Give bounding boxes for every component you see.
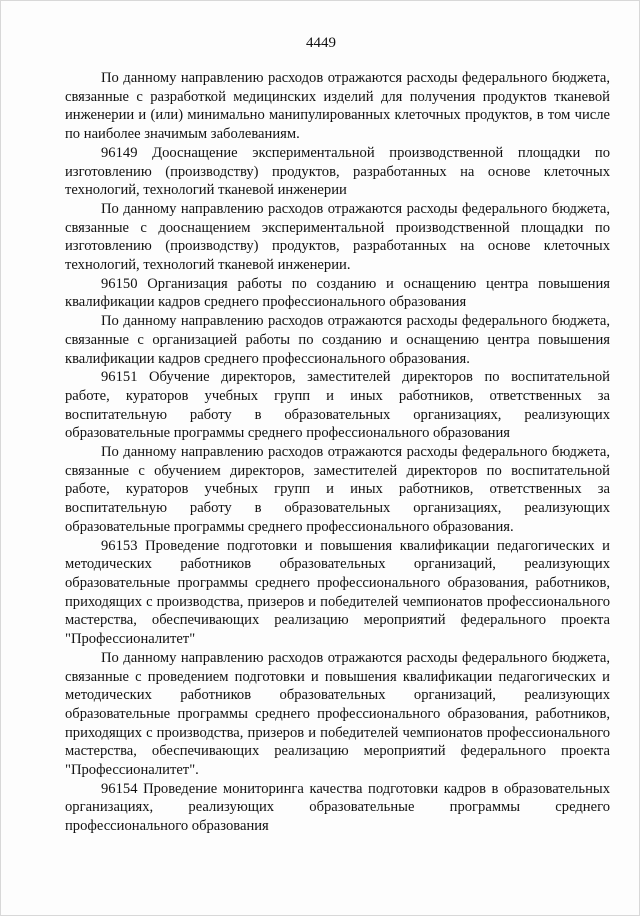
paragraph-description: По данному направлению расходов отражаются расходы федерального бюджета, связанные с проведением подготовки и повышения квалификации педагогических и методических работников образовательных организаций, реализующих образовательные программы среднего профессионального образования, работников, приходящих с производства, призеров и победителей чемпионатов профессионального мастерства, обеспечивающих реализацию мероприятий федерального проекта "Профессионалитет". bbox=[65, 649, 610, 779]
paragraph-code-96151: 96151 Обучение директоров, заместителей директоров по воспитательной работе, кураторов учебных групп и иных работников, ответственных за воспитательную работу в образовательных организациях, реализующих образовательные программы среднего профессионального образования bbox=[65, 369, 610, 442]
document-body bbox=[65, 69, 610, 836]
paragraph-description: По данному направлению расходов отражаются расходы федерального бюджета, связанные с разработкой медицинских изделий для получения продуктов тканевой инженерии и (или) минимально манипулированных клеточных продуктов, в том числе по наиболее значимым заболеваниям. bbox=[65, 70, 610, 143]
page-number: 4449 bbox=[306, 35, 336, 51]
paragraph-code-96150: 96150 Организация работы по созданию и оснащению центра повышения квалификации кадров среднего профессионального образования bbox=[65, 275, 610, 311]
paragraph-code-96153: 96153 Проведение подготовки и повышения квалификации педагогических и методических работников образовательных организаций, реализующих образовательные программы среднего профессионального образования, работников, приходящих с производства, призеров и победителей чемпионатов профессионального мастерства, обеспечивающих реализацию мероприятий федерального проекта "Профессионалитет" bbox=[65, 537, 610, 648]
paragraph-description: По данному направлению расходов отражаются расходы федерального бюджета, связанные с обучением директоров, заместителей директоров по воспитательной работе, кураторов учебных групп и иных работников, ответственных за воспитательную работу в образовательных организациях, реализующих образовательные программы среднего профессионального образования. bbox=[65, 444, 610, 535]
paragraph-description: По данному направлению расходов отражаются расходы федерального бюджета, связанные с организацией работы по созданию и оснащению центра повышения квалификации кадров среднего профессионального образования. bbox=[65, 313, 610, 367]
paragraph-description: По данному направлению расходов отражаются расходы федерального бюджета, связанные с дооснащением экспериментальной производственной площадки по изготовлению (производству) продуктов, разработанных на основе клеточных технологий, технологий тканевой инженерии. bbox=[65, 200, 610, 274]
paragraph-code-96149: 96149 Дооснащение экспериментальной производственной площадки по изготовлению (производству) продуктов, разработанных на основе клеточных технологий, технологий тканевой инженерии bbox=[65, 144, 610, 199]
paragraph-code-96154: 96154 Проведение мониторинга качества подготовки кадров в образовательных организациях, реализующих образовательные программы среднего профессионального образования bbox=[65, 780, 610, 835]
